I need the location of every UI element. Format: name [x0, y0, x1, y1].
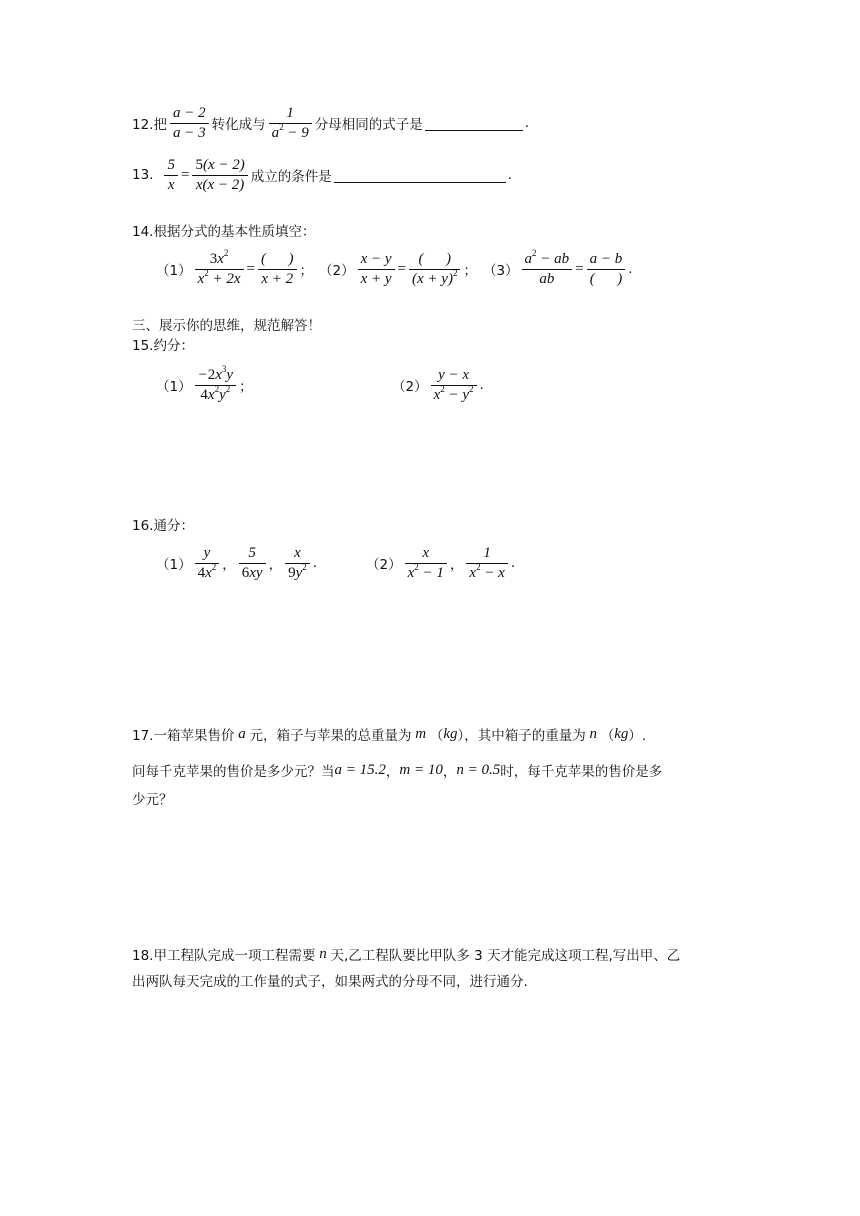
- q15-2-fraction: $\frac{y - x}{x^2 - y^2}$: [431, 366, 477, 405]
- q12-label: 12.把: [132, 117, 167, 134]
- question-16-part-1: （1） $\frac{y}{4x^2}$ ， $\frac{5}{6xy}$ ， $\frac{x}{9y^2}$ .: [156, 545, 318, 581]
- question-14-items: （1） $\frac{3x^2}{x^2 + 2x}$ = $\frac{( )}{x + 2}$ ； （2） $\frac{x - y}{x + y}$ = $\frac{( )}{(x + y)^2}$ ； （3） $\frac{a^2 - ab}{ab}$ = $\frac{a - b}{( )}$ .: [156, 248, 633, 287]
- q15-1-fraction: $\frac{-2x^3y}{4x^2y^2}$: [195, 366, 236, 405]
- q16-1-fraction-a: $\frac{y}{4x^2}$: [195, 544, 220, 583]
- q16-1-fraction-c: $\frac{x}{9y^2}$: [285, 544, 310, 583]
- fraction-5-over-x: $\frac{5}{x}$: [164, 156, 178, 195]
- q12-mid-text: 转化成与: [211, 117, 266, 134]
- section-3-title: 三、展示你的思维，规范解答！: [132, 318, 321, 334]
- question-15-label: 15.约分：: [132, 338, 194, 354]
- fraction-a-minus-2-over-a-minus-3: $\frac{a - 2}{a - 3}$: [170, 104, 209, 143]
- q13-tail-text: 成立的条件是: [250, 169, 332, 186]
- question-15-part-2: （2） $\frac{y - x}{x^2 - y^2}$ .: [392, 367, 484, 403]
- question-14-label: 14.根据分式的基本性质填空：: [132, 224, 316, 240]
- q14-1-left-fraction: $\frac{3x^2}{x^2 + 2x}$: [195, 250, 244, 289]
- q14-3-left-fraction: $\frac{a^2 - ab}{ab}$: [522, 250, 573, 289]
- fraction-5x-minus-2-over-x-x-minus-2: $\frac{5(x - 2)}{x(x - 2)}$: [192, 156, 247, 195]
- question-16-part-2: （2） $\frac{x}{x^2 - 1}$ ， $\frac{1}{x^2 - x}$ .: [366, 545, 516, 581]
- q16-1-fraction-b: $\frac{5}{6xy}$: [239, 544, 266, 583]
- q13-answer-blank[interactable]: [334, 168, 506, 183]
- fraction-1-over-a2-minus-9: $\frac{1}{a^2 - 9}$: [269, 104, 312, 143]
- q16-2-fraction-b: $\frac{1}{x^2 - x}$: [466, 544, 507, 583]
- q14-2-left-fraction: $\frac{x - y}{x + y}$: [358, 250, 395, 289]
- q12-answer-blank[interactable]: [425, 116, 523, 131]
- question-17-line-1: 17.一箱苹果售价 a 元，箱子与苹果的总重量为 m （ kg ），其中箱子的重量为 n （ kg ）.: [132, 725, 647, 744]
- q14-3-right-fraction: $\frac{a - b}{( )}$: [587, 250, 626, 289]
- q13-label: 13.: [132, 167, 154, 184]
- q16-2-fraction-a: $\frac{x}{x^2 - 1}$: [405, 544, 447, 583]
- q14-1-right-fraction: $\frac{( )}{x + 2}$: [258, 250, 297, 289]
- q12-tail-text: 分母相同的式子是: [314, 117, 423, 134]
- question-18-line-1: 18.甲工程队完成一项工程需要 n 天,乙工程队要比甲队多 3 天才能完成这项工程,写出甲、乙: [132, 945, 681, 964]
- question-17-line-3: 少元？: [132, 792, 173, 808]
- question-18-line-2: 出两队每天完成的工作量的式子，如果两式的分母不同，进行通分.: [132, 974, 528, 990]
- q14-2-right-fraction: $\frac{( )}{(x + y)^2}$: [409, 250, 460, 289]
- question-15-part-1: （1） $\frac{-2x^3y}{4x^2y^2}$ ；: [156, 364, 253, 403]
- question-13: 13. $\frac{5}{x}$ = $\frac{5(x - 2)}{x(x - 2)}$ 成立的条件是 .: [132, 157, 513, 193]
- question-16-label: 16.通分：: [132, 518, 194, 534]
- question-12: 12.把 $\frac{a - 2}{a - 3}$ 转化成与 $\frac{1}{a^2 - 9}$ 分母相同的式子是 .: [132, 105, 530, 141]
- question-17-line-2: 问每千克苹果的售价是多少元？当 a = 15.2 ， m = 10 ， n = 0.5 时，每千克苹果的售价是多: [132, 761, 663, 780]
